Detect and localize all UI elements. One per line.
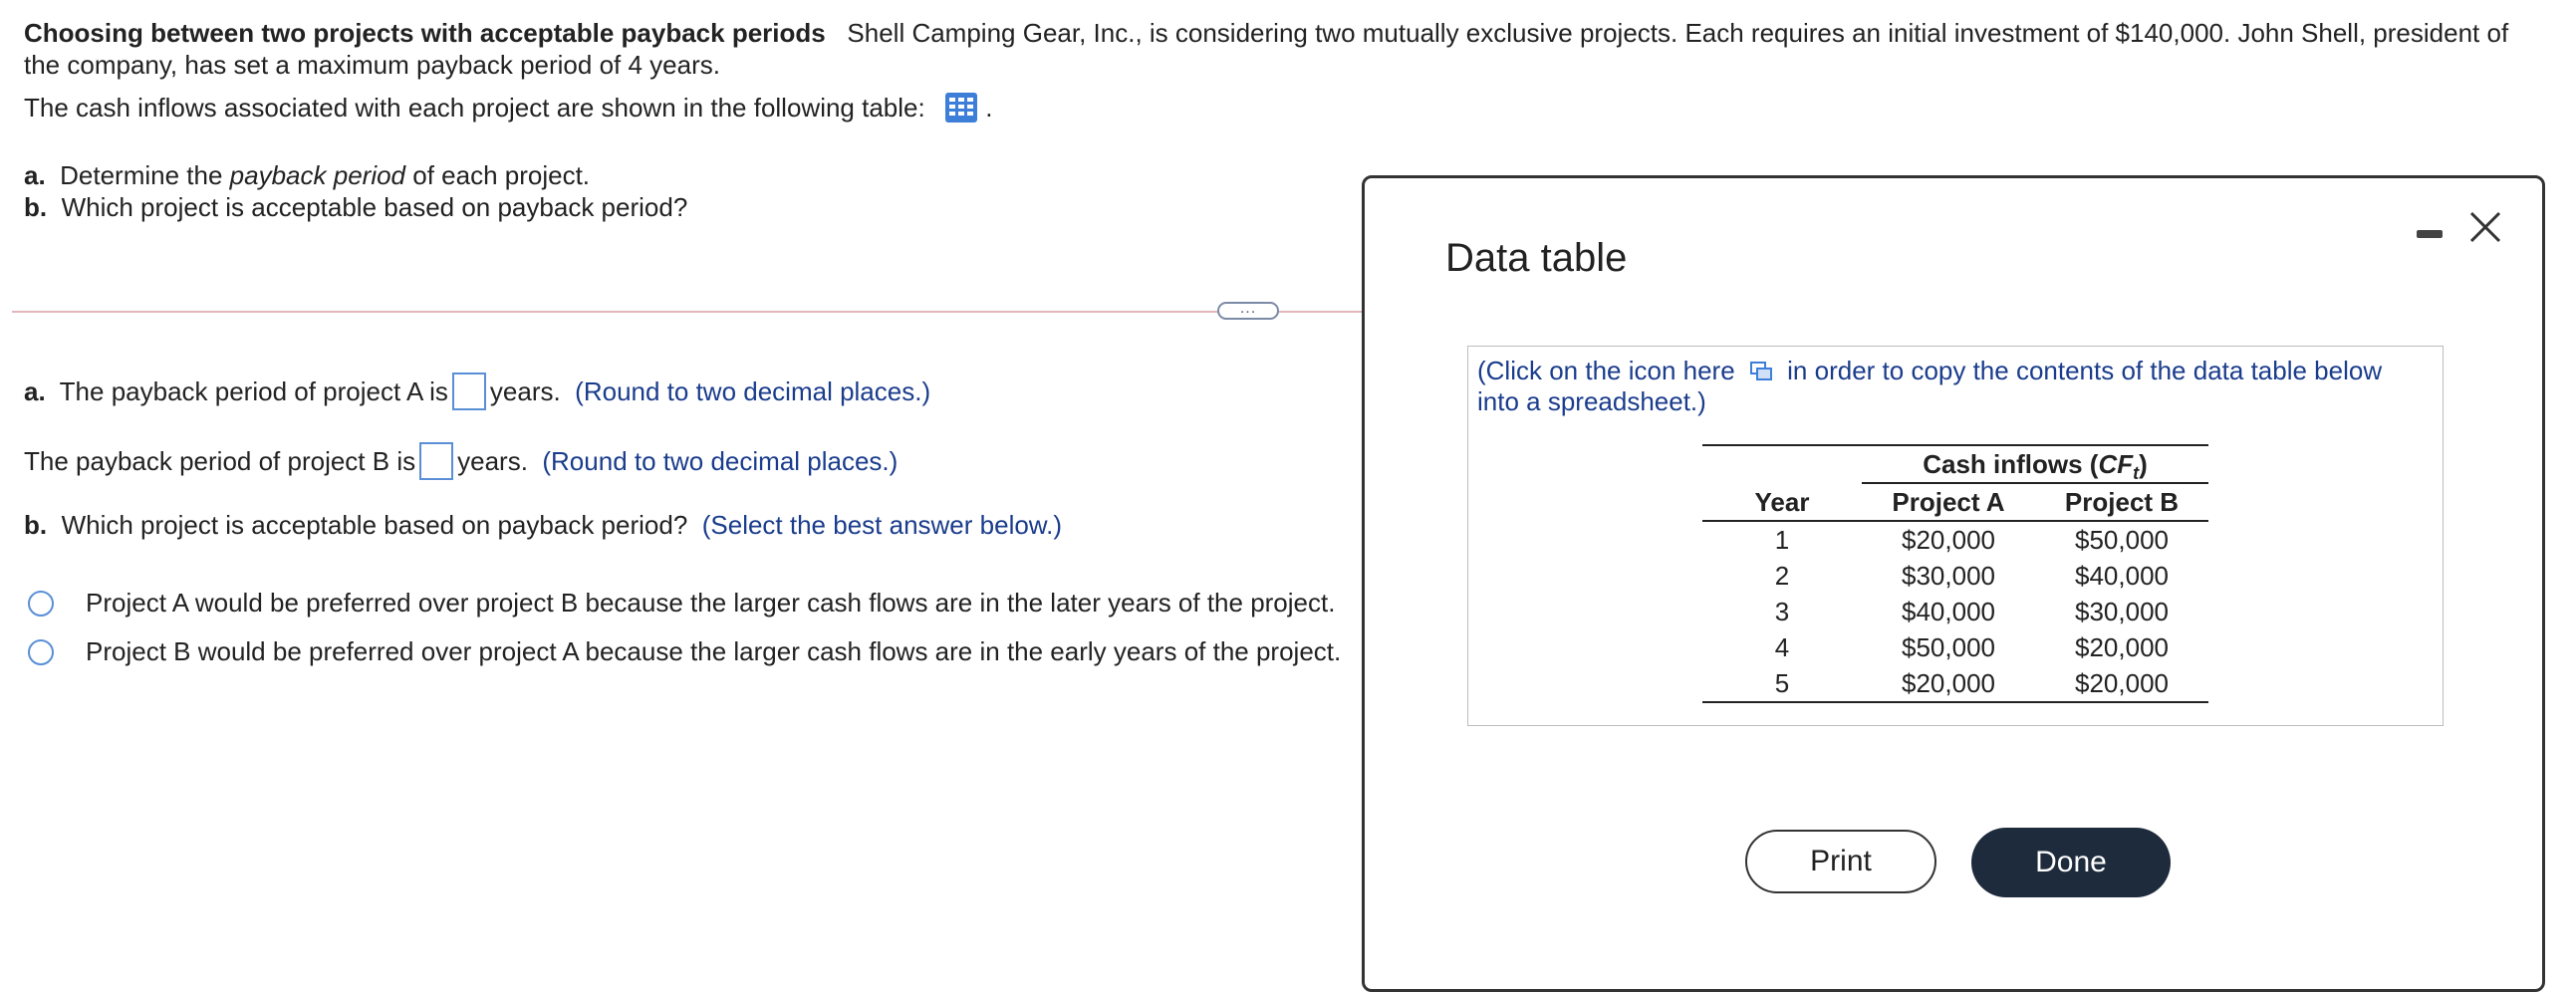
col-project-a-header: Project A (1862, 483, 2035, 521)
project-a-cell: $30,000 (1902, 561, 1995, 591)
table-row (1702, 665, 2208, 702)
option-1-label[interactable]: Project A would be preferred over project B because the larger cash flows are in the later years of the project. (86, 588, 1336, 618)
project-a-cell: $50,000 (1902, 632, 1995, 662)
answer-b-text: The payback period of project B is (24, 446, 416, 476)
question-intro (24, 92, 992, 124)
table-row (1702, 629, 2208, 665)
year-cell: 2 (1774, 561, 1790, 591)
project-a-cell: $20,000 (1902, 525, 1995, 555)
question-b-hint: (Select the best answer below.) (701, 510, 1063, 540)
table-row (1702, 594, 2208, 629)
data-table-box (1467, 346, 2444, 726)
question-intro-text: The cash inflows associated with each project are shown in the following table: (24, 93, 925, 123)
copy-note-pre: (Click on the icon here (1477, 356, 1735, 385)
cash-inflows-table (1702, 444, 2208, 703)
question-part-a (24, 159, 687, 191)
dialog-title: Data table (1445, 236, 1628, 280)
project-b-cell: $50,000 (2075, 525, 2169, 555)
data-table-dialog (1362, 175, 2545, 992)
answer-a-text: The payback period of project A is (59, 376, 448, 406)
question-b-row (24, 509, 1062, 541)
year-cell: 1 (1774, 525, 1790, 555)
table-row (1702, 521, 2208, 558)
answer-a-unit: years. (489, 376, 561, 406)
answer-b-unit: years. (457, 446, 528, 476)
col-year-header: Year (1702, 483, 1862, 521)
answer-b-row (24, 442, 898, 480)
section-divider (12, 311, 1367, 313)
minimize-icon[interactable] (2417, 230, 2443, 238)
table-corner (1702, 445, 1862, 483)
close-icon[interactable] (2468, 210, 2502, 244)
year-cell: 4 (1774, 632, 1790, 662)
question-b-label: b. (24, 510, 48, 540)
option-2-radio[interactable] (28, 639, 54, 665)
payback-b-input[interactable] (419, 442, 453, 480)
part-a-post: of each project. (405, 160, 591, 190)
question-part-b (24, 191, 687, 223)
option-2-label[interactable]: Project B would be preferred over project A because the larger cash flows are in the early years of the project. (86, 636, 1342, 666)
project-a-cell: $40,000 (1902, 597, 1995, 626)
project-b-cell: $20,000 (2075, 632, 2169, 662)
payback-a-input[interactable] (452, 372, 486, 410)
question-header (24, 17, 2534, 81)
col-project-b-header: Project B (2035, 483, 2208, 521)
done-button[interactable]: Done (1971, 828, 2171, 897)
question-intro-end: . (985, 93, 993, 123)
project-b-cell: $40,000 (2075, 561, 2169, 591)
part-a-label: a. (24, 160, 46, 190)
question-body: Shell Camping Gear, Inc., is considering two mutually exclusive projects. Each requires an initial investment of $140,000. John Shell, president of the company, has set a maximum payback period of 4 years. (24, 18, 2509, 80)
answer-a-hint: (Round to two decimal places.) (575, 376, 931, 406)
question-b-text: Which project is acceptable based on payback period? (61, 510, 688, 540)
answer-a-row (24, 372, 930, 410)
part-b-label: b. (24, 192, 48, 222)
cash-inflows-header: Cash inflows $(CF_t)$ (1862, 445, 2208, 483)
question-title: Choosing between two projects with acceptable payback periods (24, 18, 826, 48)
answer-b-hint: (Round to two decimal places.) (542, 446, 899, 476)
part-b-text: Which project is acceptable based on payback period? (61, 192, 688, 222)
part-a-pre: Determine the (60, 160, 230, 190)
year-cell: 5 (1702, 665, 1862, 702)
option-1-radio[interactable] (28, 591, 54, 617)
part-a-emphasis: payback period (229, 160, 406, 190)
print-button[interactable]: Print (1745, 830, 1936, 893)
copy-instructions (1477, 356, 2414, 417)
year-cell: 3 (1774, 597, 1790, 626)
expand-more-button[interactable]: ... (1217, 302, 1279, 320)
question-parts (24, 159, 687, 223)
copy-note-post: in order to copy the contents of the data table below into a spreadsheet.) (1477, 356, 2383, 416)
project-b-cell: $20,000 (2035, 665, 2208, 702)
data-table-grid-icon[interactable] (944, 92, 978, 124)
copy-to-spreadsheet-icon[interactable] (1750, 362, 1772, 381)
answer-a-label: a. (24, 376, 46, 406)
table-row (1702, 558, 2208, 594)
project-a-cell: $20,000 (1862, 665, 2035, 702)
project-b-cell: $30,000 (2075, 597, 2169, 626)
